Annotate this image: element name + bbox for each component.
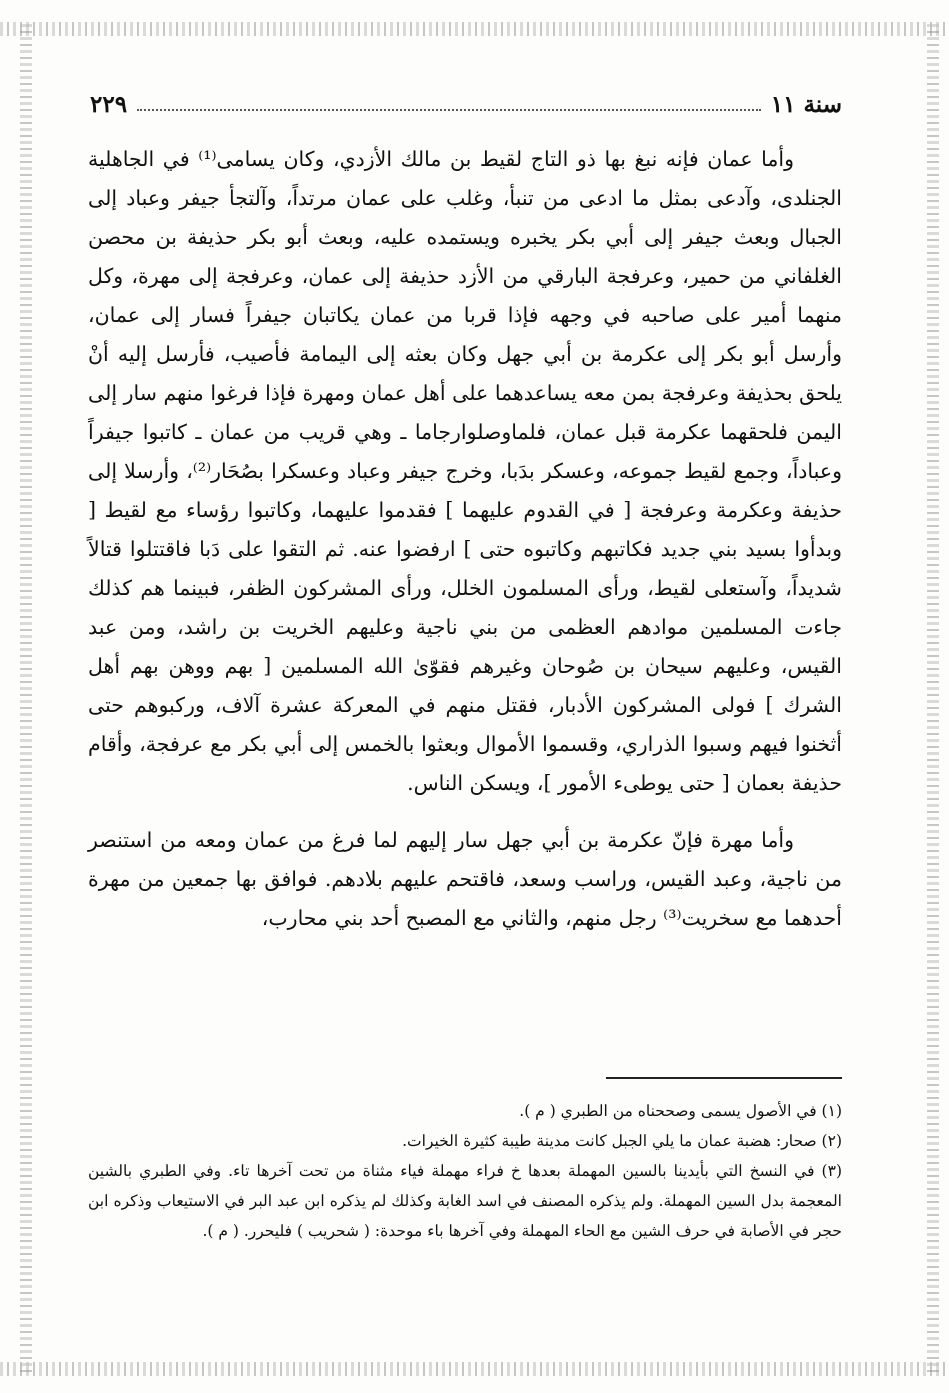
page-number: ٢٢٩	[90, 90, 128, 118]
footnote: (٣) في النسخ التي بأيدينا بالسين المهملة بعدها خ فراء مهملة فياء مثناة من تحت آخرها تاء. وفي الطبري بالشين المعجمة بدل السين المهملة. ولم يذكره المصنف في اسد الغابة وكذلك لم يذكره ابن عبد البر في الاستيعاب وذكره ابن حجر في الأصابة في حرف الشين مع الحاء المهملة وفي آخرها باء موحدة: ( شحريب ) فليحرر. ( م ).	[88, 1162, 842, 1240]
page-header	[90, 84, 842, 124]
footnote: (١) في الأصول يسمى وصححناه من الطبري ( م ).	[519, 1102, 842, 1120]
footnote: (٢) صحار: هضبة عمان ما يلي الجبل كانت مدينة طيبة كثيرة الخيرات.	[402, 1132, 842, 1150]
header-dot-leader	[137, 97, 761, 111]
page-border-left	[20, 24, 32, 1374]
page-border-top	[0, 22, 949, 36]
footnotes	[88, 1096, 842, 1246]
footnote-separator	[606, 1077, 842, 1079]
paragraph: وأما مهرة فإنّ عكرمة بن أبي جهل سار إليهم لما فرغ من عمان ومعه من استنصر من ناجية، وعبد القيس، وراسب وسعد، فاقتحم عليهم بلادهم. فوافق بها جمعين من مهرة أحدهما مع سخريت⁽³⁾ رجل منهم، والثاني مع المصبح أحد بني محارب،	[88, 828, 842, 930]
main-text	[88, 140, 842, 938]
page-border-right	[927, 24, 939, 1374]
running-head-year: سنة ١١	[770, 90, 842, 118]
paragraph: وأما عمان فإنه نبغ بها ذو التاج لقيط بن مالك الأزدي، وكان يسامى⁽¹⁾ في الجاهلية الجنلدى، وآدعى بمثل ما ادعى من تنبأ، وغلب على عمان مرتداً، وآلتجأ جيفر وعباد إلى الجبال وبعث جيفر إلى أبي بكر يخبره ويستمده عليه، وبعث أبو بكر حذيفة بن محصن الغلفاني من حمير، وعرفجة البارقي من الأزد حذيفة إلى عمان، وعرفجة إلى مهرة، وكل منهما أمير على صاحبه في وجهه فإذا قربا من عمان يكاتبان جيفراً فسار إلى عمان، وأرسل أبو بكر إلى عكرمة بن أبي جهل وكان بعثه إلى اليمامة فأصيب، فأرسل إليه أنْ يلحق بحذيفة وعرفجة بمن معه يساعدهما على أهل عمان ومهرة فإذا فرغوا منهم سار إلى اليمن فلحقهما عكرمة قبل عمان، فلماوصلوارجاما ـ وهي قريب من عمان ـ كاتبوا جيفراً وعباداً، وجمع لقيط جموعه، وعسكر بدَبا، وخرج جيفر وعباد وعسكرا بصُحَار⁽²⁾، وأرسلا إلى حذيفة وعكرمة وعرفجة [ في القدوم عليهما ] فقدموا عليهما، وكاتبوا رؤساء مع لقيط [ وبدأوا بسيد بني جديد فكاتبهم وكاتبوه حتى ] ارفضوا عنه. ثم التقوا على دَبا فاقتتلوا قتالاً شديداً، وآستعلى لقيط، ورأى المسلمون الخلل، ورأى المشركون الظفر، فبينما هم كذلك جاءت المسلمين موادهم العظمى من بني ناجية وعليهم الخريت بن راشد، ومن عبد القيس، وعليهم سيحان بن صُوحان وغيرهم فقوّىٰ الله المسلمين [ بهم ووهن بهم أهل الشرك ] فولى المشركون الأدبار، فقتل منهم في المعركة عشرة آلاف، وركبوهم حتى أثخنوا فيهم وسبوا الذراري، وقسموا الأموال وبعثوا بالخمس إلى أبي بكر مع عرفجة، وأقام حذيفة بعمان [ حتى يوطىء الأمور ]، ويسكن الناس.	[88, 147, 842, 795]
page-border-bottom	[0, 1362, 949, 1376]
